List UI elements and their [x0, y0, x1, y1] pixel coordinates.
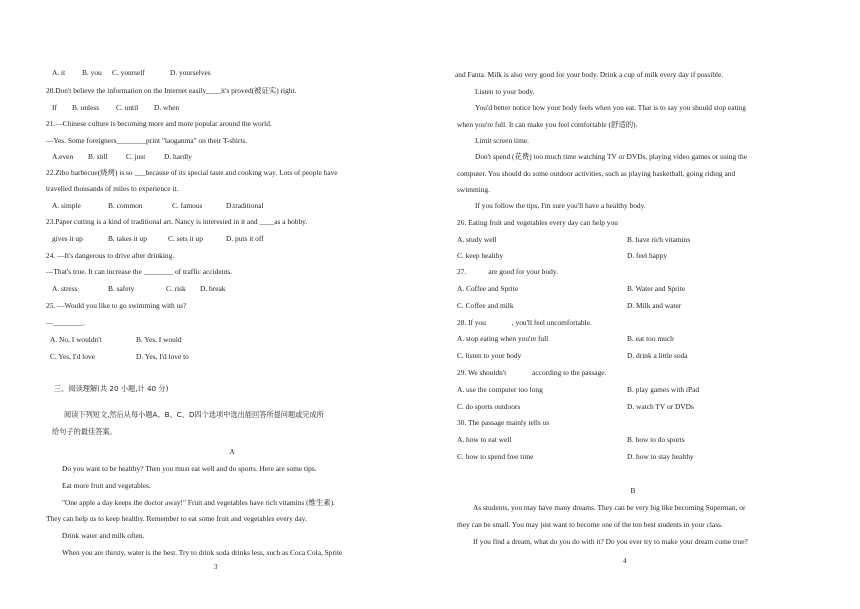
q24-stem: 24. —It's dangerous to drive after drinking.: [46, 251, 175, 260]
passage-a-cont-line-1: and Fanta. Milk is also very good for your body. Drink a cup of milk every day if possible.: [455, 70, 724, 79]
passage-a-line-2: Eat more fruit and vegetables.: [62, 481, 151, 490]
passage-a-line-4: They can help us to keep healthy. Remember to eat some fruit and vegetables every day.: [46, 514, 307, 523]
q23-option-d: D. puts it off: [226, 234, 264, 243]
q21-option-c: C. just: [126, 152, 146, 161]
q21-option-a: A.even: [52, 152, 74, 161]
q25-response: —________.: [46, 318, 85, 327]
q24-response: —That's true. It can increase the ________ of traffic accidents.: [46, 267, 233, 276]
passage-a-line-3: "One apple a day keeps the doctor away!" Fruit and vegetables have rich vitamins (维生素).: [62, 498, 336, 507]
q22-option-c: C. famous: [172, 201, 203, 210]
q30-option-b: B. how to do sports: [627, 435, 685, 444]
q29-option-d: D. watch TV or DVDs: [627, 402, 694, 411]
passage-a-label: A: [229, 447, 235, 456]
q20-option-a: If: [52, 103, 57, 112]
q30-option-c: C. how to spend free time: [457, 452, 534, 461]
q19-option-d: D. yourselves: [170, 68, 211, 77]
q29-option-c: C. do sports outdoors: [457, 402, 521, 411]
q24-option-d: D. break: [200, 284, 226, 293]
passage-a-cont-line-2: Listen to your body.: [475, 87, 535, 96]
q27-option-a: A. Coffee and Sprite: [457, 284, 519, 293]
section-title: 三、阅读理解(共 20 小题,计 40 分): [54, 384, 169, 393]
q27-option-d: D. Milk and water: [627, 301, 682, 310]
q22-option-d: D.traditional: [226, 201, 264, 210]
q29-stem: 29. We shouldn't according to the passage.: [457, 368, 607, 377]
q26-stem: 26. Eating fruit and vegetables every day can help you: [457, 218, 618, 227]
q28-option-b: B. eat too much: [627, 334, 674, 343]
q30-option-d: D. how to stay healthy: [627, 452, 694, 461]
q21-option-d: D. hardly: [164, 152, 192, 161]
q26-option-a: A. study well: [457, 235, 497, 244]
passage-a-cont-line-4: when you're full. It can make you feel comfortable (舒适的).: [457, 120, 638, 129]
q24-option-a: A. stress: [52, 284, 78, 293]
q21-response: —Yes. Some foreigners________print "laoganma" on their T-shirts.: [46, 136, 248, 145]
q22-stem: 22.Zibo barbecue(烧烤) is so ___because of its special taste and cooking way. Lots of people have: [46, 168, 338, 177]
q22-option-a: A. simple: [52, 201, 81, 210]
q28-option-d: D. drink a little soda: [627, 351, 688, 360]
q19-option-a: A. it: [52, 68, 66, 77]
passage-a-cont-line-3: You'd better notice how your body feels when you eat. That is to say you should stop eating: [475, 103, 746, 112]
passage-a-line-6: When you are thirsty, water is the best. Try to drink soda drinks less, such as Coca Cola, Sprite: [62, 548, 343, 557]
q19-option-b: B. you: [82, 68, 102, 77]
section-instruction-cont: 给句子的最佳答案。: [52, 427, 117, 436]
q24-option-c: C. risk: [166, 284, 186, 293]
page-number: 4: [623, 557, 627, 565]
passage-b-line-1: As students, you may have many dreams. They can be very big like becoming Superman, or: [473, 503, 746, 512]
q20-stem: 20.Don't believe the information on the Internet easily____it's proved(被证实) right.: [46, 86, 297, 95]
q23-stem: 23.Paper cutting is a kind of traditional art. Nancy is interested in it and ____as a hobby.: [46, 217, 308, 226]
q24-option-b: B. safety: [108, 284, 135, 293]
q27-option-c: C. Coffee and milk: [457, 301, 514, 310]
passage-b-line-3: If you find a dream, what do you do with it? Do you ever try to make your dream come true?: [473, 537, 748, 546]
passage-a-cont-line-5: Limit screen time.: [475, 136, 529, 145]
q23-option-c: C. sets it up: [168, 234, 203, 243]
q22-stem-cont: travelled thousands of miles to experience it.: [46, 184, 179, 193]
q21-option-b: B. still: [88, 152, 108, 161]
q28-option-a: A. stop eating when you're full: [457, 334, 549, 343]
q25-option-a: A. No, I wouldn't: [50, 335, 102, 344]
q26-option-d: D. feel happy: [627, 251, 668, 260]
q19-option-c: C. yourself: [112, 68, 145, 77]
q25-stem: 25. —Would you like to go swimming with us?: [46, 301, 187, 310]
right-page: [455, 0, 811, 609]
q20-option-b: B. unless: [72, 103, 100, 112]
passage-a-cont-line-7: computer. You should do some outdoor activities, such as playing basketball, going riding and: [457, 169, 736, 178]
passage-b-line-2: they can be small. You may just want to become one of the ten best students in your class.: [457, 520, 723, 529]
q23-option-a: gives it up: [52, 234, 83, 243]
q26-option-b: B. have rich vitamins: [627, 235, 691, 244]
q26-option-c: C. keep healthy: [457, 251, 504, 260]
passage-a-cont-line-6: Don't spend (花费) too much time watching TV or DVDs, playing video games or using the: [475, 152, 748, 161]
page-number: 3: [214, 563, 218, 571]
passage-a-cont-line-9: If you follow the tips, I'm sure you'll have a healthy body.: [475, 201, 646, 210]
q29-option-b: B. play games with iPad: [627, 385, 700, 394]
q25-option-c: C. Yes, I'd love: [50, 352, 95, 361]
q25-option-d: D. Yes, I'd love to: [136, 352, 189, 361]
q27-option-b: B. Water and Sprite: [627, 284, 685, 293]
left-page: [46, 0, 418, 609]
q20-option-d: D. when: [154, 103, 180, 112]
q30-stem: 30. The passage mainly tells us: [457, 418, 550, 427]
q27-stem: 27. are good for your body.: [457, 267, 558, 276]
section-instruction: 阅读下列短文,然后从每小题A、B、C、D四个选项中选出能回答所提问题或完成所: [64, 410, 324, 419]
q29-option-a: A. use the computer too long: [457, 385, 543, 394]
q25-option-b: B. Yes, I would: [136, 335, 182, 344]
passage-b-label: B: [630, 486, 636, 495]
passage-a-line-5: Drink water and milk often.: [62, 531, 145, 540]
q30-option-a: A. how to eat well: [457, 435, 512, 444]
q28-option-c: C. listen to your body: [457, 351, 522, 360]
passage-a-cont-line-8: swimming.: [457, 185, 491, 194]
q20-option-c: C. until: [116, 103, 139, 112]
q28-stem: 28. If you , you'll feel uncomfortable.: [457, 318, 592, 327]
q22-option-b: B. common: [108, 201, 143, 210]
q23-option-b: B. takes it up: [108, 234, 148, 243]
passage-a-line-1: Do you want to be healthy? Then you must eat well and do sports. Here are some tips.: [62, 464, 317, 473]
q21-stem: 21.—Chinese culture is becoming more and more popular around the world.: [46, 119, 272, 128]
